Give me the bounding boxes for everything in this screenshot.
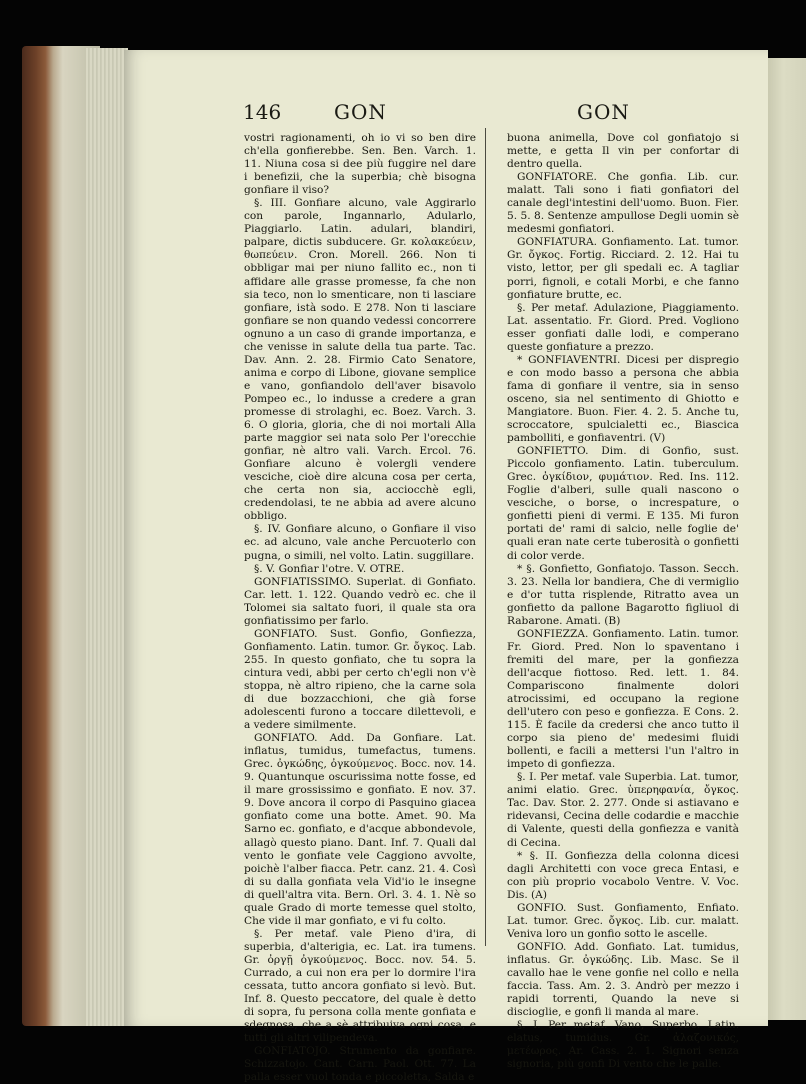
- facing-page-edge: [768, 58, 806, 1020]
- entry-paragraph: §. IV. Gonfiare alcuno, o Gonfiare il viso ec. ad alcuno, vale anche Percuoterlo con pugna, o simili, nel volto. Latin. suggillare.: [244, 523, 476, 562]
- column-rule: [485, 128, 486, 946]
- page-number: 146: [243, 100, 282, 124]
- entry-paragraph: GONFIATISSIMO. Superlat. di Gonfiato. Car. lett. 1. 122. Quando vedrò ec. che il Tolomei sia saltato fuori, il quale sta ora gonfiatissimo per farlo.: [244, 575, 476, 627]
- entry-paragraph: §. I. Per metaf. Vano, Superbo. Latin. elatus, tumidus. Gr. ἀλαζονικός, μετέωρος. Ar. Cass. 2. 1. Signori senza signoria, più gonfi Di vento che le palle.: [507, 1019, 739, 1071]
- entry-paragraph: §. III. Gonfiare alcuno, vale Aggirarlo con parole, Ingannarlo, Adularlo, Piaggiarlo. Latin. adulari, blandiri, palpare, dictis subducere. Gr. κολακεύειν, θωπεύειν. Cron. Morell. 266. Non ti obbligar mai per niuno fallito ec., non ti affidare alle grasse promesse, fa che non sia teco, non lo smenticare, non ti lasciare gonfiare, istà sodo. E 278. Non ti lasciare gonfiare se non quando vedessi concorrere ognuno a un caso di grande importanza, e che venisse in salute della tua parte. Tac. Dav. Ann. 2. 28. Firmio Cato Senatore, anima e corpo di Libone, giovane semplice e vano, gonfiandolo dell'aver bisavolo Pompeo ec., lo indusse a credere a gran promesse di strolaghi, ec. Boez. Varch. 3. 6. O gloria, gloria, che di noi mortali Alla parte maggior sei nata solo Per l'orecchie gonfiar, nè altro vali. Varch. Ercol. 76. Gonfiare alcuno è volergli vendere vesciche, cioè dire alcuna cosa per certa, che certa non sia, acciocchè egli, credendolasi, te ne abbia ad avere alcuno obbligo.: [244, 197, 476, 523]
- entry-paragraph: * §. II. Gonfiezza della colonna dicesi dagli Architetti con voce greca Entasi, e con più proprio vocabolo Ventre. V. Voc. Dis. (A): [507, 849, 739, 901]
- entry-paragraph: GONFIATOJO. Strumento da gonfiare. Schizzatojo. Cant. Carn. Paol. Ott. 77. La palla esser vuol tonda e piccoletta, Salda e: [244, 1045, 476, 1084]
- entry-paragraph: GONFIATO. Add. Da Gonfiare. Lat. inflatus, tumidus, tumefactus, tumens. Grec. ὀγκώδης, ὀγκούμενος. Bocc. nov. 14. 9. Quantunque oscurissima notte fosse, ed il mare grossissimo e gonfiato. E nov. 37. 9. Dove ancora il corpo di Pasquino giacea gonfiato come una botte. Amet. 90. Ma Sarno ec. gonfiato, e d'acque abbondevole, allagò questo piano. Dant. Inf. 7. Quali dal vento le gonfiate vele Caggiono avvolte, poichè l'alber fiacca. Petr. canz. 21. 4. Così di su dalla gonfiata vela Vid'io le insegne di quell'altra vita. Bern. Orl. 3. 4. 1. Nè so quale Grado di morte temesse quel stolto, Che vide il mar gonfiato, e vi fu colto.: [244, 732, 476, 927]
- right-guide-word: GON: [577, 100, 630, 124]
- entry-paragraph: vostri ragionamenti, oh io vi so ben dire ch'ella gonfierebbe. Sen. Ben. Varch. 1. 11. Niuna cosa si dee più fuggire nel dare i benefizii, che la superbia; chè bisogna gonfiare il viso?: [244, 132, 476, 197]
- left-guide-word: GON: [334, 100, 387, 124]
- entry-paragraph: GONFIATO. Sust. Gonfio, Gonfiezza, Gonfiamento. Latin. tumor. Gr. ὄγκος. Lab. 255. In questo gonfiato, che tu sopra la cintura vedi, abbi per certo ch'egli non v'è stoppa, nè altro ripieno, che la carne sola di due bozzacchioni, che già forse adolescenti furono a toccare dilettevoli, e a vedere similmente.: [244, 627, 476, 732]
- entry-paragraph: GONFIO. Sust. Gonfiamento, Enfiato. Lat. tumor. Grec. ὄγκος. Lib. cur. malatt. Veniva loro un gonfio sotto le ascelle.: [507, 901, 739, 940]
- entry-paragraph: §. I. Per metaf. vale Superbia. Lat. tumor, animi elatio. Grec. ὑπερηφανία, ὄγκος. Tac. Dav. Stor. 2. 277. Onde si astiavano e ridevansi, Cecina delle codardie e macchie di Valente, questi della gonfiezza e vanità di Cecina.: [507, 771, 739, 849]
- entry-paragraph: §. Per metaf. vale Pieno d'ira, di superbia, d'alterigia, ec. Lat. ira tumens. Gr. ὀργῇ ὀγκούμενος. Bocc. nov. 54. 5. Currado, a cui non era per lo dormire l'ira cessata, tutto ancora gonfiato si levò. But. Inf. 8. Questo peccatore, del quale è detto di sopra, fu persona colla mente gonfiata e sdegnosa, che a sè attribuiva ogni cosa, e tutti gli altri vilipendeva.: [244, 927, 476, 1045]
- running-head: [243, 100, 633, 134]
- entry-paragraph: buona animella, Dove col gonfiatojo si mette, e getta Il vin per confortar di dentro quella.: [507, 132, 739, 171]
- entry-paragraph: §. V. Gonfiar l'otre. V. OTRE.: [254, 562, 405, 575]
- entry-paragraph: §. Per metaf. Adulazione, Piaggiamento. Lat. assentatio. Fr. Giord. Pred. Vogliono esser gonfiati dalle lodi, e comperano queste gonfiature a prezzo.: [507, 301, 739, 353]
- entry-paragraph: * GONFIAVENTRI. Dicesi per dispregio e con modo basso a persona che abbia fama di gonfiare il ventre, sia in senso osceno, sia nel sentimento di Ghiotto e Mangiatore. Buon. Fier. 4. 2. 5. Anche tu, scroccatore, spulcialetti ec., Biascica pambolliti, e gonfiaventri. (V): [507, 353, 739, 445]
- right-column: [507, 132, 739, 1071]
- entry-paragraph: GONFIATORE. Che gonfia. Lib. cur. malatt. Tali sono i fiati gonfiatori del canale degl'intestini dell'uomo. Buon. Fier. 5. 5. 8. Sentenze ampullose Degli uomin sè medesmi gonfiatori.: [507, 171, 739, 236]
- entry-paragraph: GONFIETTO. Dim. di Gonfio, sust. Piccolo gonfiamento. Latin. tuberculum. Grec. ὀγκίδιον, φυμάτιον. Red. Ins. 112. Foglie d'alberi, sulle quali nascono o vesciche, o borse, o increspature, o gonfietti pieni di vermi. E 135. Mi furon portati de' rami di salcio, nelle foglie de' quali eran nate certe tuberosità o gonfietti di color verde.: [507, 445, 739, 562]
- left-column: [244, 132, 476, 1084]
- entry-paragraph: GONFIEZZA. Gonfiamento. Latin. tumor. Fr. Giord. Pred. Non lo spaventano i fremiti del mare, per la gonfiezza dell'acque fiottoso. Red. lett. 1. 84. Compariscono finalmente dolori atrocissimi, ed occupano la regione dell'utero con peso e gonfiezza. E Cons. 2. 115. È facile da credersi che anco tutto il corpo sia pieno de' medesimi fluidi bollenti, e facili a mettersi l'un l'altro in impeto di gonfiezza.: [507, 627, 739, 771]
- entry-paragraph: GONFIO. Add. Gonfiato. Lat. tumidus, inflatus. Gr. ὀγκώδης. Lib. Masc. Se il cavallo hae le vene gonfie nel collo e nella faccia. Tass. Am. 2. 3. Andrò per mezzo i rapidi torrenti, Quando la neve si discioglie, e gonfi li manda al mare.: [507, 940, 739, 1019]
- entry-paragraph: GONFIATURA. Gonfiamento. Lat. tumor. Gr. ὄγκος. Fortig. Ricciard. 2. 12. Hai tu visto, lettor, per gli spedali ec. A tagliar porri, fignoli, e cotali Morbi, e che fanno gonfiature brutte, ec.: [507, 236, 739, 301]
- page-edges: [86, 48, 128, 1026]
- entry-paragraph: * §. Gonfietto, Gonfiatojo. Tasson. Secch. 3. 23. Nella lor bandiera, Che di vermiglio e d'or tutta risplende, Ritratto avea un gonfietto da pallone Bagarotto figliuol di Rabarone. Amati. (B): [507, 562, 739, 627]
